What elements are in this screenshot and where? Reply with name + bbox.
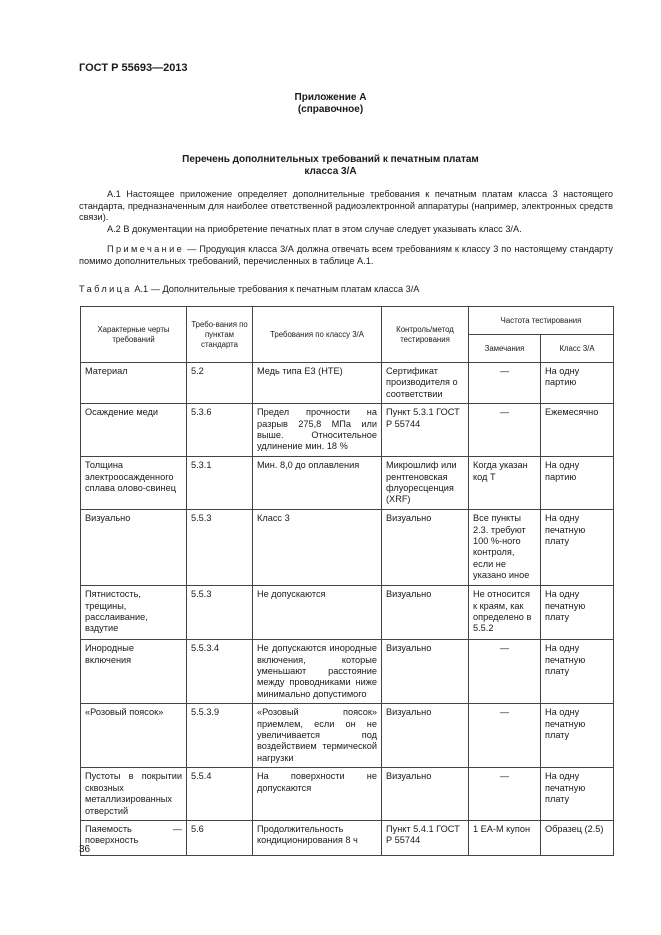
cell-clause: 5.2	[187, 363, 253, 404]
cell-clause: 5.5.4	[187, 768, 253, 821]
document-code: ГОСТ Р 55693—2013	[79, 62, 188, 74]
cell-control: Сертификат производителя о соответствии	[382, 363, 469, 404]
table-caption	[79, 284, 419, 294]
table-row	[81, 704, 614, 768]
cell-characteristic: Толщина электроосажденного сплава олово-свинец	[81, 457, 187, 510]
requirements-table	[80, 306, 614, 856]
cell-class: На одну печатную плату	[541, 768, 614, 821]
appendix-title: Приложение А	[294, 92, 367, 103]
cell-requirement: Мин. 8,0 до оплавления	[253, 457, 382, 510]
table-row	[81, 404, 614, 457]
cell-requirement: Медь типа Е3 (НТЕ)	[253, 363, 382, 404]
cell-remarks: Не относится к краям, как определено в 5.5.2	[469, 586, 541, 640]
cell-control: Визуально	[382, 768, 469, 821]
cell-remarks: —	[469, 404, 541, 457]
header-frequency: Частота тестирования	[469, 307, 614, 335]
page-number: 36	[79, 844, 91, 855]
section-title-line2: класса 3/А	[304, 166, 357, 177]
table-row	[81, 768, 614, 821]
cell-requirement: Не допускаются	[253, 586, 382, 640]
cell-control: Пункт 5.4.1 ГОСТ Р 55744	[382, 820, 469, 855]
cell-characteristic: Визуально	[81, 510, 187, 586]
paragraph-a2: А.2 В документации на приобретение печатных плат в этом случае следует указывать класс 3/А.	[107, 224, 522, 234]
cell-class: На одну печатную плату	[541, 510, 614, 586]
header-clauses: Требо-вания по пунктам стандарта	[187, 307, 253, 363]
cell-requirement: «Розовый поясок» приемлем, если он не увеличивается под воздействием термической нагрузки	[253, 704, 382, 768]
cell-requirement: На поверхности не допускаются	[253, 768, 382, 821]
cell-characteristic: Пустоты в покрытии сквозных металлизированных отверстий	[81, 768, 187, 821]
cell-remarks: —	[469, 640, 541, 704]
cell-remarks: —	[469, 768, 541, 821]
cell-class: На одну печатную плату	[541, 704, 614, 768]
cell-characteristic: «Розовый поясок»	[81, 704, 187, 768]
cell-clause: 5.6	[187, 820, 253, 855]
cell-clause: 5.5.3	[187, 510, 253, 586]
header-requirements: Требования по классу 3/А	[253, 307, 382, 363]
header-remarks: Замечания	[469, 335, 541, 363]
note-text: — Продукция класса 3/А должна отвечать всем требованиям к классу 3 по настоящему стандарту помимо дополнительных требований, перечисленных в таблице А.1.	[79, 244, 613, 266]
cell-control: Визуально	[382, 586, 469, 640]
cell-control: Визуально	[382, 510, 469, 586]
cell-characteristic: Пятнистость, трещины, расслаивание, вздутие	[81, 586, 187, 640]
appendix-heading	[0, 92, 661, 116]
cell-characteristic: Паяемость — поверхность	[81, 820, 187, 855]
table-row	[81, 510, 614, 586]
table-row	[81, 820, 614, 855]
header-control: Контроль/метод тестирования	[382, 307, 469, 363]
cell-remarks: Когда указан код Т	[469, 457, 541, 510]
cell-requirement: Предел прочности на разрыв 275,8 МПа или выше. Относительное удлинение мин. 18 %	[253, 404, 382, 457]
cell-characteristic: Осаждение меди	[81, 404, 187, 457]
cell-requirement: Класс 3	[253, 510, 382, 586]
cell-clause: 5.3.1	[187, 457, 253, 510]
cell-remarks: —	[469, 363, 541, 404]
table-row	[81, 586, 614, 640]
cell-class: На одну печатную плату	[541, 586, 614, 640]
table-row	[81, 640, 614, 704]
section-title	[0, 154, 661, 178]
cell-control: Визуально	[382, 704, 469, 768]
cell-class: На одну партию	[541, 363, 614, 404]
cell-characteristic: Инородные включения	[81, 640, 187, 704]
cell-class: На одну печатную плату	[541, 640, 614, 704]
cell-control: Пункт 5.3.1 ГОСТ Р 55744	[382, 404, 469, 457]
cell-requirement: Не допускаются инородные включения, которые уменьшают расстояние между проводниками ниже минимально допустимого	[253, 640, 382, 704]
cell-class: На одну партию	[541, 457, 614, 510]
section-title-line1: Перечень дополнительных требований к печатным платам	[182, 154, 479, 165]
cell-characteristic: Материал	[81, 363, 187, 404]
note-label: Примечание	[107, 244, 185, 254]
cell-control: Микрошлиф или рентгеновская флуоресценция (XRF)	[382, 457, 469, 510]
cell-remarks: 1 ЕА-М купон	[469, 820, 541, 855]
cell-class: Ежемесячно	[541, 404, 614, 457]
table-row	[81, 457, 614, 510]
paragraph-a1: А.1 Настоящее приложение определяет дополнительные требования к печатным платам класса 3 настоящего стандарта, предназначенным для наиболее ответственной радиоэлектронной аппаратуры (например, электронных средств связи).	[79, 189, 613, 222]
cell-remarks: —	[469, 704, 541, 768]
cell-clause: 5.5.3.4	[187, 640, 253, 704]
cell-remarks: Все пункты 2.3. требуют 100 %-ного контроля, если не указано иное	[469, 510, 541, 586]
table-row	[81, 363, 614, 404]
appendix-subtitle: (справочное)	[297, 104, 364, 115]
cell-clause: 5.5.3.9	[187, 704, 253, 768]
table-caption-label: Таблица	[79, 284, 132, 294]
cell-class: Образец (2.5)	[541, 820, 614, 855]
header-characteristics: Характерные черты требований	[81, 307, 187, 363]
cell-requirement: Продолжительность кондиционирования 8 ч	[253, 820, 382, 855]
cell-control: Визуально	[382, 640, 469, 704]
cell-clause: 5.3.6	[187, 404, 253, 457]
table-caption-text: А.1 — Дополнительные требования к печатным платам класса 3/А	[131, 284, 420, 294]
note-paragraph	[79, 244, 613, 267]
cell-clause: 5.5.3	[187, 586, 253, 640]
header-class: Класс 3/А	[541, 335, 614, 363]
